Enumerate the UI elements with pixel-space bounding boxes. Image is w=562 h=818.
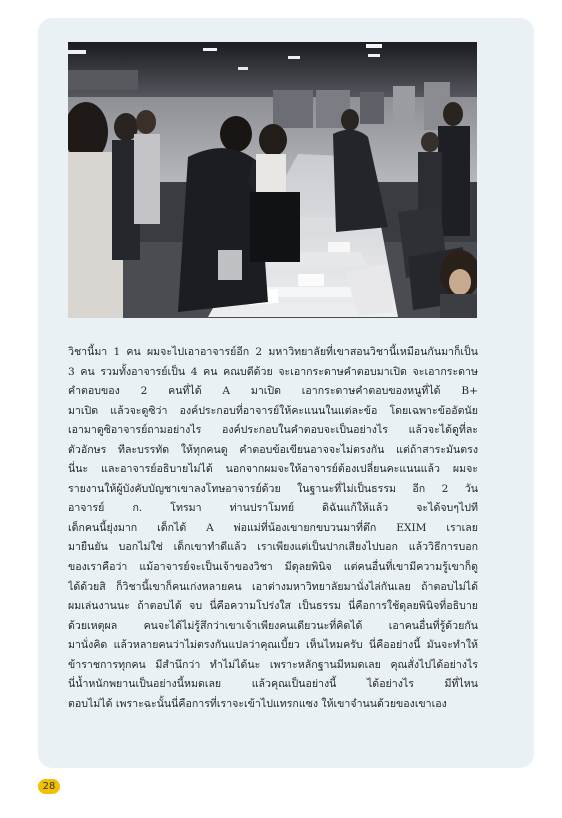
text-line: มายืนยัน บอกไม่ใช่ เด็กเขาทำดีแล้ว เราเพียงแต่เป็นปากเสียงไปบอก แล้ววิธีการบอก — [68, 541, 478, 554]
page-number-badge: 28 — [38, 779, 60, 794]
text-line: คำตอบของ 2 คนที่ได้ A มาเปิด เอากระดาษคำตอบของหนูที่ได้ B+ — [68, 385, 478, 398]
text-line: รายงานให้ผู้บังคับบัญชาเขาลงโทษอาจารย์ด้วย ในฐานะที่ไม่เป็นธรรม อีก 2 วัน — [68, 482, 478, 495]
photo — [68, 42, 477, 318]
text-line: ตัวอักษร ทีละบรรทัด ให้ทุกคนดู คำตอบข้อเขียนอาจจะไม่ตรงกัน แต่ถ้าสาระมันตรง — [68, 443, 478, 456]
text-line: ผมเล่นงานนะ ถ้าตอบได้ จบ นี่คือความโปร่งใส เป็นธรรม นี่คือการใช้ดุลยพินิจที่อธิบาย — [68, 600, 478, 613]
text-line: มานั่งคิด แล้วหลายคนว่าไม่ตรงกันแปลว่าคุณเบี้ยว เห็นไหมครับ นี่คืออย่างนี้ มันจะทำให้ — [68, 639, 478, 652]
text-line: ของเราคือว่า แม้อาจารย์จะเป็นเจ้าของวิชา มีดุลยพินิจ แต่คนอื่นที่เขามีความรู้เขาก็ดู — [68, 561, 478, 574]
text-line: เด็กคนนี้ยุ่งมาก เด็กได้ A พ่อแม่ที่น้องเขายกขบวนมาที่ตึก EXIM เราเลย — [68, 521, 478, 534]
text-line: ตอบไม่ได้ เพราะฉะนั้นนี่คือการที่เราจะเข้าไปแทรกแซง ให้เขาจำนนด้วยของเขาเอง — [68, 697, 447, 710]
text-line: ข้าราชการทุกคน มีสำนึกว่า ทำไม่ได้นะ เพราะหลักฐานมีหมดเลย คุณสั่งไปได้อย่างไร — [68, 658, 478, 671]
text-line: 3 คน รวมทั้งอาจารย์เป็น 4 คน คณบดีด้วย จะเอากระดาษคำตอบมาเปิด จะเอากระดาษ — [68, 365, 478, 378]
text-line: ด้วยเหตุผล คนจะได้ไม่รู้สึกว่าเขาเจ้าเพียงคนเดียวนะที่คิดได้ เอาคนอื่นที่รู้ด้วยกัน — [68, 619, 478, 632]
text-line: เอามาดูซิอาจารย์ถามอย่างไร องค์ประกอบในคำตอบจะเป็นอย่างไร แล้วจะได้ดูที่ละ — [68, 424, 478, 437]
text-line: นี่น้ำหนักพยานเป็นอย่างนี้หมดเลย แล้วคุณเป็นอย่างนี้ ได้อย่างไร มีที่ไหน — [68, 678, 478, 691]
text-line: อาจารย์ ก. โทรมา ท่านปราโมทย์ ดิฉันแก้ให้แล้ว จะได้จบๆไปที — [68, 502, 478, 515]
body-text — [68, 343, 478, 714]
photo-image — [68, 42, 477, 318]
text-line: นี่นะ และอาจารย์อธิบายไม่ได้ นอกจากผมจะให้อาจารย์ต้องเปลี่ยนคะแนนแล้ว ผมจะ — [68, 463, 478, 476]
text-line: ได้ด้วยสิ ก็วิชานี้เขาก็คนเก่งหลายคน เอาต่างมหาวิทยาลัยมานั่งไล่กันเลย ถ้าตอบไม่ได้ — [68, 580, 478, 593]
text-line: วิชานี้มา 1 คน ผมจะไปเอาอาจารย์อีก 2 มหาวิทยาลัยที่เขาสอนวิชานี้เหมือนกันมาก็เป็น — [68, 346, 478, 358]
text-line: มาเปิด แล้วจะดูซิว่า องค์ประกอบที่อาจารย์ให้คะแนนในแต่ละข้อ โดยเฉพาะข้ออัตนัย — [68, 404, 478, 417]
